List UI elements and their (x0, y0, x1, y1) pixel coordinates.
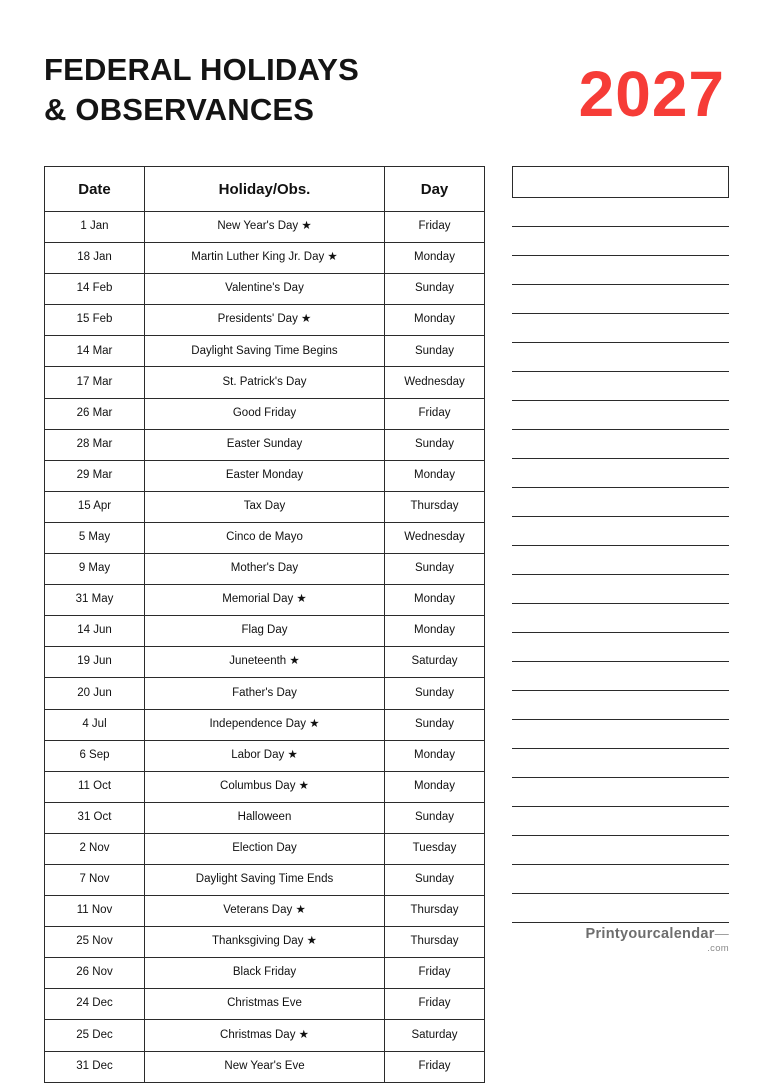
cell-holiday: Martin Luther King Jr. Day ★ (145, 243, 385, 274)
note-line[interactable] (512, 256, 729, 285)
table-header (45, 167, 485, 212)
table-row (45, 958, 485, 989)
note-line[interactable] (512, 488, 729, 517)
table-row (45, 864, 485, 895)
cell-day: Saturday (385, 1020, 485, 1051)
note-line[interactable] (512, 836, 729, 865)
cell-day: Monday (385, 616, 485, 647)
cell-day: Tuesday (385, 833, 485, 864)
cell-holiday: Presidents' Day ★ (145, 305, 385, 336)
table-row (45, 367, 485, 398)
footer-brand-name: Printyourcalendar (585, 926, 715, 942)
column-header-day: Day (385, 167, 485, 212)
note-line[interactable] (512, 662, 729, 691)
cell-holiday: Memorial Day ★ (145, 585, 385, 616)
note-line[interactable] (512, 227, 729, 256)
cell-day: Sunday (385, 336, 485, 367)
cell-holiday: Easter Monday (145, 460, 385, 491)
cell-day: Monday (385, 460, 485, 491)
cell-day: Sunday (385, 429, 485, 460)
table-row (45, 585, 485, 616)
cell-holiday: Mother's Day (145, 554, 385, 585)
note-line[interactable] (512, 459, 729, 488)
cell-date: 25 Nov (45, 927, 145, 958)
page-header (44, 44, 729, 152)
cell-day: Friday (385, 989, 485, 1020)
table-row (45, 522, 485, 553)
note-line[interactable] (512, 807, 729, 836)
cell-date: 31 May (45, 585, 145, 616)
cell-date: 9 May (45, 554, 145, 585)
cell-holiday: Black Friday (145, 958, 385, 989)
cell-date: 19 Jun (45, 647, 145, 678)
cell-date: 26 Mar (45, 398, 145, 429)
note-line[interactable] (512, 343, 729, 372)
cell-date: 20 Jun (45, 678, 145, 709)
cell-holiday: Daylight Saving Time Ends (145, 864, 385, 895)
table-row (45, 212, 485, 243)
cell-day: Sunday (385, 678, 485, 709)
cell-day: Friday (385, 958, 485, 989)
cell-date: 6 Sep (45, 740, 145, 771)
notes-title-box[interactable] (512, 166, 729, 198)
cell-date: 31 Oct (45, 802, 145, 833)
holidays-table (44, 166, 485, 1083)
cell-holiday: Christmas Day ★ (145, 1020, 385, 1051)
table-body (45, 212, 485, 1083)
cell-day: Monday (385, 305, 485, 336)
note-line[interactable] (512, 749, 729, 778)
cell-holiday: Thanksgiving Day ★ (145, 927, 385, 958)
table-row (45, 305, 485, 336)
cell-day: Monday (385, 243, 485, 274)
page-title-line-2: & OBSERVANCES (44, 91, 315, 127)
table-row (45, 429, 485, 460)
cell-holiday: Election Day (145, 833, 385, 864)
note-line[interactable] (512, 517, 729, 546)
column-header-date: Date (45, 167, 145, 212)
holidays-table-wrapper (44, 166, 484, 1083)
table-row (45, 1051, 485, 1082)
note-line[interactable] (512, 894, 729, 923)
cell-holiday: Veterans Day ★ (145, 896, 385, 927)
table-row (45, 771, 485, 802)
cell-day: Friday (385, 1051, 485, 1082)
cell-date: 1 Jan (45, 212, 145, 243)
cell-day: Sunday (385, 864, 485, 895)
cell-date: 11 Oct (45, 771, 145, 802)
cell-day: Friday (385, 398, 485, 429)
note-line[interactable] (512, 720, 729, 749)
table-row (45, 336, 485, 367)
cell-day: Friday (385, 212, 485, 243)
table-row (45, 833, 485, 864)
cell-date: 2 Nov (45, 833, 145, 864)
note-line[interactable] (512, 691, 729, 720)
cell-holiday: Columbus Day ★ (145, 771, 385, 802)
cell-day: Monday (385, 740, 485, 771)
cell-date: 28 Mar (45, 429, 145, 460)
note-line[interactable] (512, 401, 729, 430)
page-title-line-1: FEDERAL HOLIDAYS (44, 52, 359, 87)
table-row (45, 647, 485, 678)
note-line[interactable] (512, 198, 729, 227)
cell-holiday: Valentine's Day (145, 274, 385, 305)
cell-holiday: Flag Day (145, 616, 385, 647)
cell-holiday: Juneteenth ★ (145, 647, 385, 678)
cell-holiday: Father's Day (145, 678, 385, 709)
note-line[interactable] (512, 372, 729, 401)
table-row (45, 740, 485, 771)
cell-date: 14 Jun (45, 616, 145, 647)
cell-day: Wednesday (385, 522, 485, 553)
cell-day: Monday (385, 585, 485, 616)
cell-date: 5 May (45, 522, 145, 553)
cell-holiday: Independence Day ★ (145, 709, 385, 740)
cell-day: Sunday (385, 709, 485, 740)
note-line[interactable] (512, 575, 729, 604)
table-row (45, 989, 485, 1020)
cell-day: Wednesday (385, 367, 485, 398)
cell-date: 7 Nov (45, 864, 145, 895)
cell-holiday: Labor Day ★ (145, 740, 385, 771)
cell-day: Thursday (385, 927, 485, 958)
cell-holiday: Tax Day (145, 491, 385, 522)
cell-holiday: St. Patrick's Day (145, 367, 385, 398)
cell-day: Monday (385, 771, 485, 802)
note-line[interactable] (512, 778, 729, 807)
cell-holiday: Cinco de Mayo (145, 522, 385, 553)
note-line[interactable] (512, 430, 729, 459)
table-row (45, 460, 485, 491)
table-row (45, 896, 485, 927)
notes-lines (512, 198, 729, 923)
footer-domain-suffix: .com (707, 943, 729, 954)
cell-date: 15 Apr (45, 491, 145, 522)
year-label: 2027 (578, 58, 725, 130)
table-row (45, 398, 485, 429)
cell-day: Thursday (385, 491, 485, 522)
table-row (45, 274, 485, 305)
note-line[interactable] (512, 314, 729, 343)
cell-day: Thursday (385, 896, 485, 927)
footer-branding (585, 925, 729, 954)
cell-holiday: New Year's Day ★ (145, 212, 385, 243)
cell-holiday: Good Friday (145, 398, 385, 429)
column-header-holiday: Holiday/Obs. (145, 167, 385, 212)
table-row (45, 554, 485, 585)
note-line[interactable] (512, 633, 729, 662)
table-row (45, 616, 485, 647)
cell-date: 14 Mar (45, 336, 145, 367)
cell-holiday: Daylight Saving Time Begins (145, 336, 385, 367)
note-line[interactable] (512, 604, 729, 633)
cell-date: 11 Nov (45, 896, 145, 927)
table-row (45, 802, 485, 833)
cell-date: 31 Dec (45, 1051, 145, 1082)
cell-holiday: Christmas Eve (145, 989, 385, 1020)
table-row (45, 243, 485, 274)
cell-holiday: New Year's Eve (145, 1051, 385, 1082)
cell-date: 25 Dec (45, 1020, 145, 1051)
cell-holiday: Halloween (145, 802, 385, 833)
cell-date: 4 Jul (45, 709, 145, 740)
note-line[interactable] (512, 546, 729, 575)
note-line[interactable] (512, 865, 729, 894)
table-row (45, 678, 485, 709)
table-row (45, 709, 485, 740)
cell-date: 26 Nov (45, 958, 145, 989)
note-line[interactable] (512, 285, 729, 314)
cell-date: 15 Feb (45, 305, 145, 336)
table-row (45, 491, 485, 522)
table-row (45, 927, 485, 958)
cell-day: Saturday (385, 647, 485, 678)
cell-date: 14 Feb (45, 274, 145, 305)
cell-date: 24 Dec (45, 989, 145, 1020)
cell-day: Sunday (385, 274, 485, 305)
cell-day: Sunday (385, 802, 485, 833)
table-header-row (45, 167, 485, 212)
cell-date: 17 Mar (45, 367, 145, 398)
cell-date: 18 Jan (45, 243, 145, 274)
table-row (45, 1020, 485, 1051)
cell-holiday: Easter Sunday (145, 429, 385, 460)
footer-dash: — (714, 925, 729, 941)
page-title (44, 44, 359, 129)
cell-day: Sunday (385, 554, 485, 585)
cell-date: 29 Mar (45, 460, 145, 491)
